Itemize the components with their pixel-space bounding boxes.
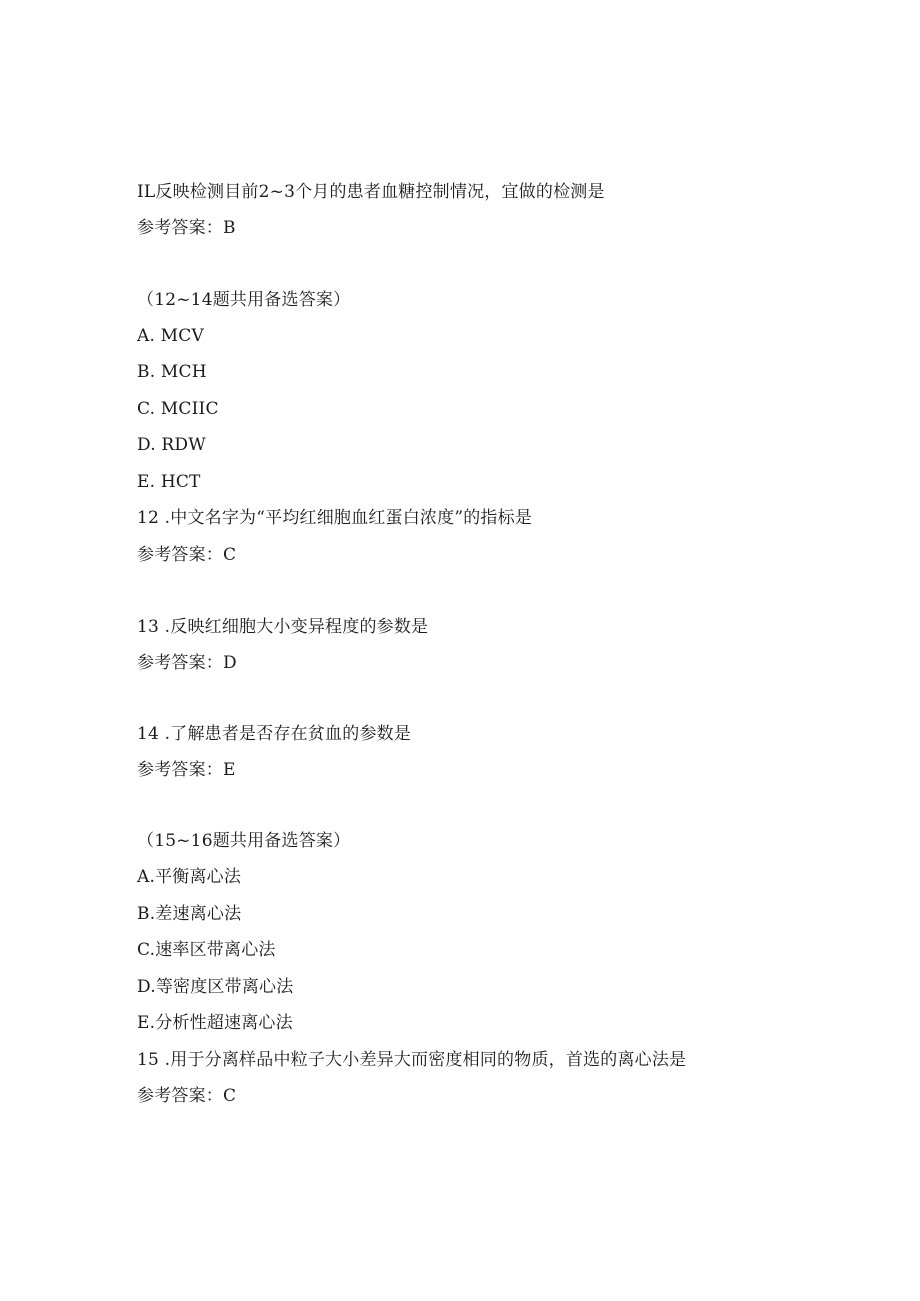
option-a: A. MCV bbox=[137, 326, 204, 346]
question-11-text: IL反映检测目前2~3个月的患者血糖控制情况，宜做的检测是 bbox=[137, 182, 605, 202]
option-c-2: C.速率区带离心法 bbox=[137, 940, 276, 960]
option-c: C. MCIIC bbox=[137, 399, 219, 419]
question-13-text: 13 .反映红细胞大小变异程度的参数是 bbox=[137, 617, 429, 637]
answer-15: 参考答案：C bbox=[137, 1086, 237, 1106]
option-e: E. HCT bbox=[137, 472, 201, 492]
option-e-2: E.分析性超速离心法 bbox=[137, 1013, 293, 1033]
option-d: D. RDW bbox=[137, 435, 206, 455]
option-d-2: D.等密度区带离心法 bbox=[137, 977, 294, 997]
question-15-text: 15 .用于分离样品中粒子大小差异大而密度相同的物质，首选的离心法是 bbox=[137, 1050, 687, 1070]
question-12-text: 12 .中文名字为“平均红细胞血红蛋白浓度”的指标是 bbox=[137, 508, 533, 528]
question-14-text: 14 .了解患者是否存在贫血的参数是 bbox=[137, 724, 412, 744]
option-b-2: B.差速离心法 bbox=[137, 904, 242, 924]
group-12-14-header: （12~14题共用备选答案） bbox=[137, 290, 351, 310]
group-15-16-header: （15~16题共用备选答案） bbox=[137, 831, 351, 851]
answer-13: 参考答案：D bbox=[137, 653, 237, 673]
option-a-2: A.平衡离心法 bbox=[137, 867, 242, 887]
answer-14: 参考答案：E bbox=[137, 760, 236, 780]
option-b: B. MCH bbox=[137, 362, 207, 382]
answer-12: 参考答案：C bbox=[137, 545, 237, 565]
answer-11: 参考答案：B bbox=[137, 218, 236, 238]
